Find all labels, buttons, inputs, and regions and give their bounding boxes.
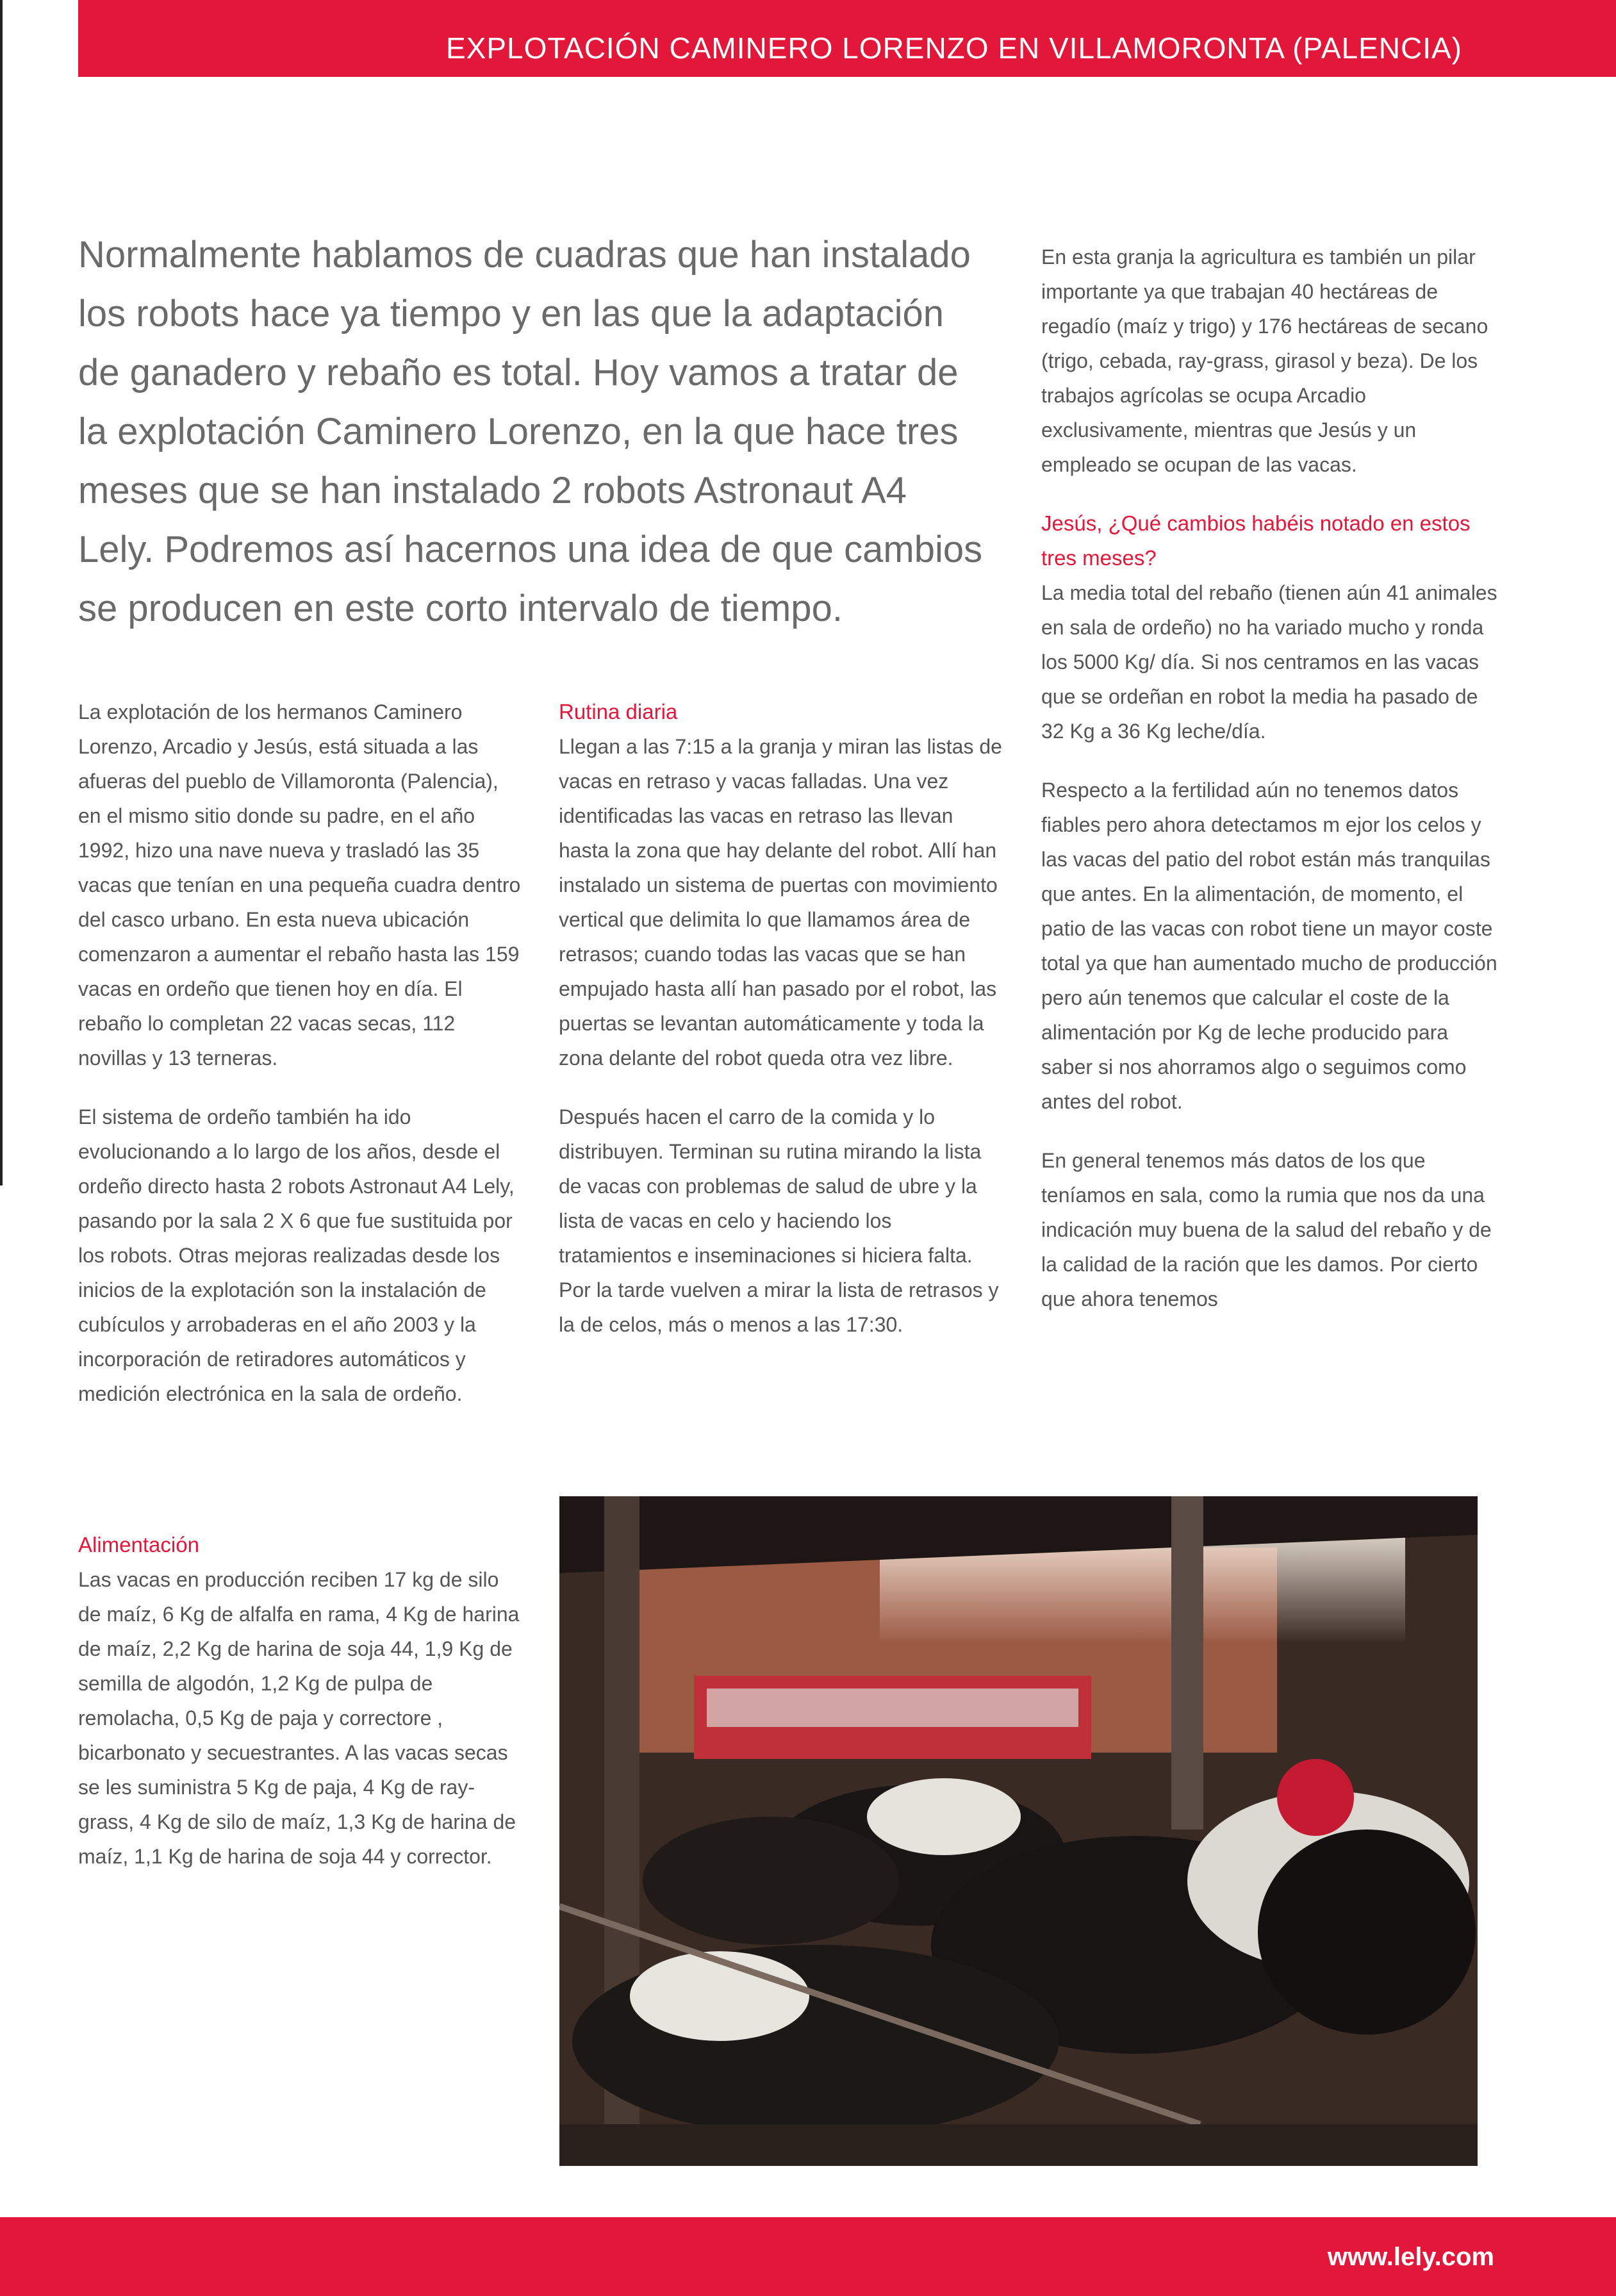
left-margin-rule: [0, 0, 3, 1185]
cambios-heading: Jesús, ¿Qué cambios habéis notado en estos tres meses?: [1041, 511, 1471, 570]
alimentacion-paragraph: Las vacas en producción reciben 17 kg de silo de maíz, 6 Kg de alfalfa en rama, 4 Kg de harina de maíz, 2,2 Kg de harina de soja 44, 1,9 Kg de semilla de algodón, 1,2 Kg de pulpa de remolacha, 0,5 Kg de paja y correctore , bicarbonato y secuestrantes. A las vacas secas se les suministra 5 Kg de paja, 4 Kg de ray-grass, 4 Kg de silo de maíz, 1,3 Kg de harina de maíz, 1,1 Kg de harina de soja 44 y corrector.: [78, 1568, 520, 1868]
lead-paragraph: Normalmente hablamos de cuadras que han instalado los robots hace ya tiempo y en las que la adaptación de ganadero y rebaño es total. Hoy vamos a tratar de la explotación Caminero Lorenzo, en la que hace tres meses que se han instalado 2 robots Astronaut A4 Lely. Podremos así hacernos una idea de que cambios se producen en este corto intervalo de tiempo.: [78, 234, 983, 629]
col3-paragraph-4: En general tenemos más datos de los que teníamos en sala, como la rumia que nos da una indicación muy buena de la salud del rebaño y de la calidad de la ración que les damos. Por cierto que ahora tenemos: [1041, 1149, 1492, 1310]
rutina-heading: Rutina diaria: [559, 700, 678, 723]
header-title: EXPLOTACIÓN CAMINERO LORENZO EN VILLAMORONTA (PALENCIA): [445, 31, 1462, 65]
col3-paragraph-1: En esta granja la agricultura es también un pilar importante ya que trabajan 40 hectáreas de regadío (maíz y trigo) y 176 hectáreas de secano (trigo, cebada, ray-grass, girasol y beza). De los trabajos agrícolas se ocupa Arcadio exclusivamente, mientras que Jesús y un empleado se ocupan de las vacas.: [1041, 245, 1488, 476]
header-band: [78, 0, 1616, 77]
pillar-right: [1171, 1496, 1203, 1829]
column-3: [1041, 240, 1503, 1341]
col1-paragraph-1: La explotación de los hermanos Caminero Lorenzo, Arcadio y Jesús, está situada a las afueras del pueblo de Villamoronta (Palencia), en el mismo sitio donde su padre, en el año 1992, hizo una nave nueva y trasladó las 35 vacas que tenían en una pequeña cuadra dentro del casco urbano. En esta nueva ubicación comenzaron a aumentar el rebaño hasta las 159 vacas en ordeño que tienen hoy en día. El rebaño lo completan 22 vacas secas, 112 novillas y 13 terneras.: [78, 700, 521, 1070]
barn-photo: [559, 1496, 1478, 2166]
col2-paragraph-2: Después hacen el carro de la comida y lo distribuyen. Terminan su rutina mirando la lista de vacas con problemas de salud de ubre y la lista de vacas en celo y haciendo los tratamientos e inseminaciones si hiciera falta. Por la tarde vuelven a mirar la lista de retrasos y la de celos, más o menos a las 17:30.: [559, 1105, 999, 1336]
col3-paragraph-3: Respecto a la fertilidad aún no tenemos datos fiables pero ahora detectamos m ejor los celos y las vacas del patio del robot están más tranquilas que antes. En la alimentación, de momento, el patio de las vacas con robot tiene un mayor coste total ya que han aumentado mucho de producción pero aún tenemos que calcular el coste de la alimentación por Kg de leche producido para saber si nos ahorramos algo o seguimos como antes del robot.: [1041, 779, 1497, 1113]
column-1: [78, 695, 527, 1435]
footer-band: [0, 2217, 1616, 2296]
alimentacion-heading: Alimentación: [78, 1533, 199, 1557]
column-2: [559, 695, 1007, 1366]
col3-paragraph-2: La media total del rebaño (tienen aún 41 animales en sala de ordeño) no ha variado mucho y ronda los 5000 Kg/ día. Si nos centramos en las vacas que se ordeñan en robot la media ha pasado de 32 Kg a 36 Kg leche/día.: [1041, 581, 1497, 743]
red-cap: [1277, 1759, 1354, 1836]
footer-url[interactable]: www.lely.com: [1327, 2243, 1494, 2271]
col2-paragraph-1: Llegan a las 7:15 a la granja y miran las listas de vacas en retraso y vacas falladas. Una vez identificadas las vacas en retraso las llevan hasta la zona que hay delante del robot. Allí han instalado un sistema de puertas con movimiento vertical que delimita lo que llamamos área de retrasos; cuando todas las vacas que se han empujado hasta allí han pasado por el robot, las puertas se levantan automáticamente y toda la zona delante del robot queda otra vez libre.: [559, 735, 1002, 1070]
alimentacion-section: [78, 1528, 527, 1898]
cow-2: [643, 1817, 899, 1945]
barn-photo-illustration: [559, 1496, 1478, 2166]
col1-paragraph-2: El sistema de ordeño también ha ido evolucionando a lo largo de los años, desde el ordeño directo hasta 2 robots Astronaut A4 Lely, pasando por la sala 2 X 6 que fue sustituida por los robots. Otras mejoras realizadas desde los inicios de la explotación son la instalación de cubículos y arrobaderas en el año 2003 y la incorporación de retiradores automáticos y medición electrónica en la sala de ordeño.: [78, 1105, 515, 1405]
